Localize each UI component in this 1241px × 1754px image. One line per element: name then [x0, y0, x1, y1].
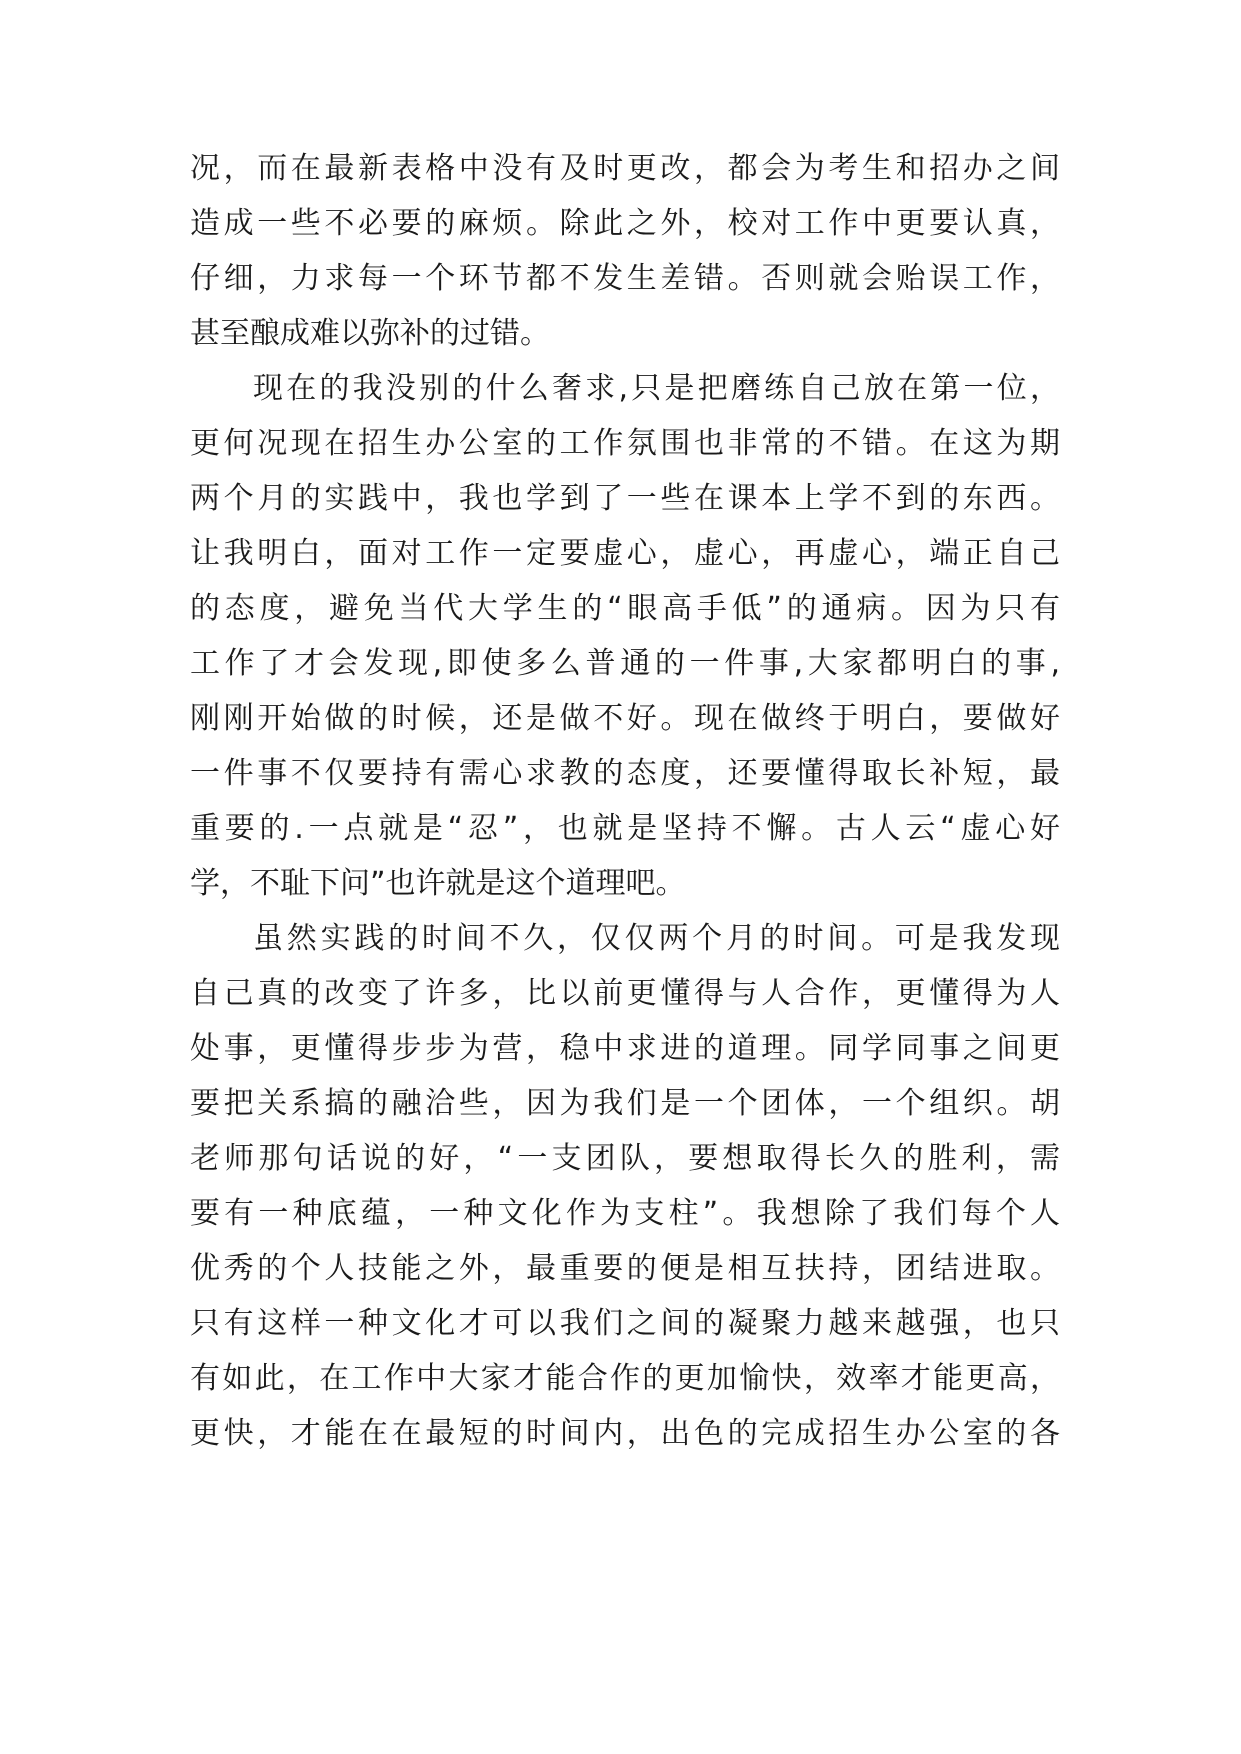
- text-line: 学，不耻下问”也许就是这个道理吧。: [190, 866, 686, 901]
- text-line: 让我明白，面对工作一定要虚心，虚心，再虚心，端正自己: [190, 536, 1060, 571]
- text-line: 刚刚开始做的时候，还是做不好。现在做终于明白，要做好: [190, 701, 1060, 736]
- text-line: 工作了才会发现,即使多么普通的一件事,大家都明白的事,: [190, 646, 1060, 681]
- text-line: 重要的.一点就是“忍”，也就是坚持不懈。古人云“虚心好: [190, 811, 1060, 846]
- text-line: 优秀的个人技能之外，最重要的便是相互扶持，团结进取。: [190, 1251, 1060, 1286]
- paragraph-first-line: 现在的我没别的什么奢求,只是把磨练自己放在第一位，: [253, 371, 1060, 406]
- text-line: 两个月的实践中，我也学到了一些在课本上学不到的东西。: [190, 481, 1060, 516]
- text-line: 甚至酿成难以弥补的过错。: [190, 316, 550, 351]
- text-line: 老师那句话说的好，“一支团队，要想取得长久的胜利，需: [190, 1141, 1060, 1176]
- text-line: 自己真的改变了许多，比以前更懂得与人合作，更懂得为人: [190, 976, 1060, 1011]
- text-line: 更何况现在招生办公室的工作氛围也非常的不错。在这为期: [190, 426, 1060, 461]
- text-line: 的态度，避免当代大学生的“眼高手低”的通病。因为只有: [190, 591, 1060, 626]
- text-line: 更快，才能在在最短的时间内，出色的完成招生办公室的各: [190, 1416, 1060, 1451]
- text-line: 造成一些不必要的麻烦。除此之外，校对工作中更要认真，: [190, 206, 1060, 241]
- text-line: 仔细，力求每一个环节都不发生差错。否则就会贻误工作，: [190, 261, 1060, 296]
- text-line: 一件事不仅要持有需心求教的态度，还要懂得取长补短，最: [190, 756, 1060, 791]
- text-line: 有如此，在工作中大家才能合作的更加愉快，效率才能更高，: [190, 1361, 1060, 1396]
- paragraph-first-line: 虽然实践的时间不久，仅仅两个月的时间。可是我发现: [253, 921, 1060, 956]
- text-line: 处事，更懂得步步为营，稳中求进的道理。同学同事之间更: [190, 1031, 1060, 1066]
- text-line: 要把关系搞的融洽些，因为我们是一个团体，一个组织。胡: [190, 1086, 1060, 1121]
- text-line: 要有一种底蕴，一种文化作为支柱”。我想除了我们每个人: [190, 1196, 1060, 1231]
- text-line: 只有这样一种文化才可以我们之间的凝聚力越来越强，也只: [190, 1306, 1060, 1341]
- text-line: 况，而在最新表格中没有及时更改，都会为考生和招办之间: [190, 151, 1060, 186]
